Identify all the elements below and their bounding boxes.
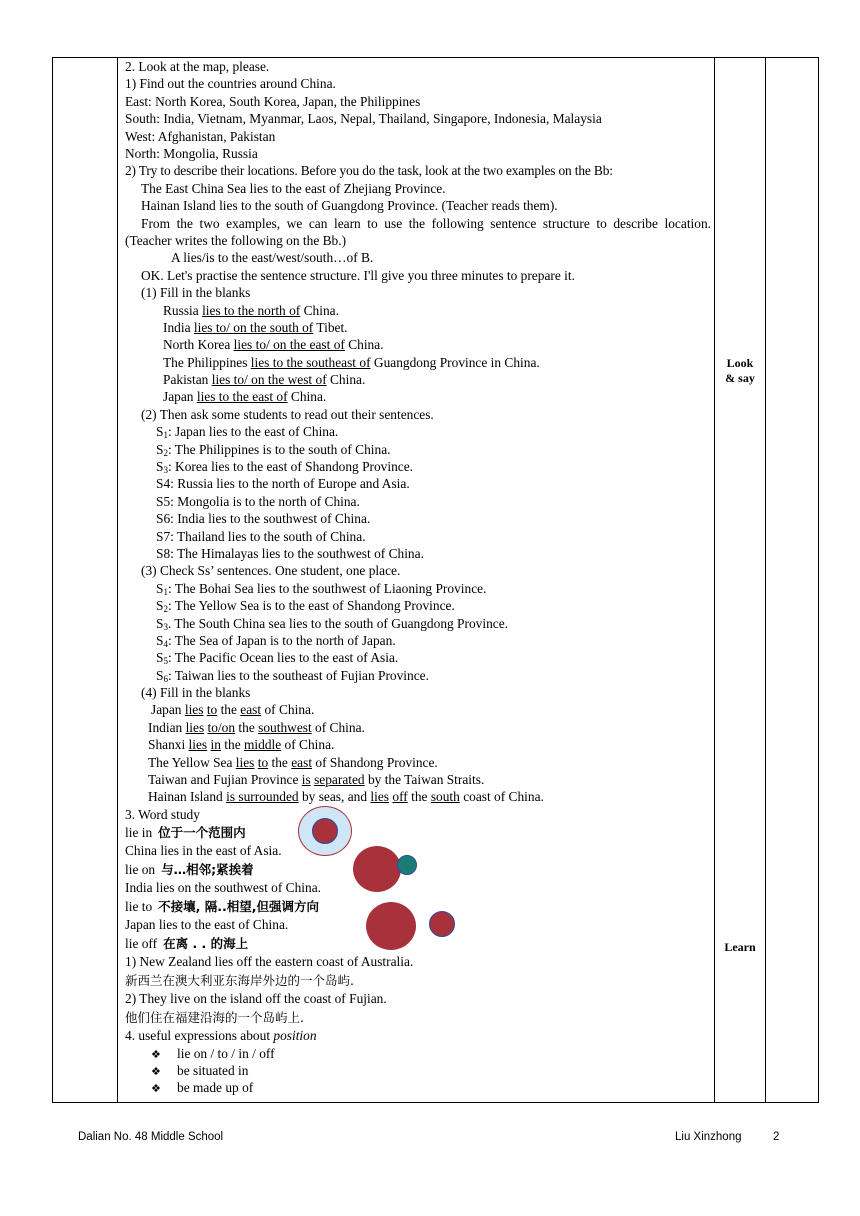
learn-label: Learn: [724, 940, 756, 954]
underlined-answer: lies: [235, 754, 255, 770]
underlined-answer: separated: [314, 772, 365, 788]
underlined-answer: lies: [370, 789, 390, 805]
underlined-answer: to: [257, 754, 269, 770]
example-sentence: Japan lies to the east of China.: [125, 917, 289, 933]
student-sentence: $S_2$: The Yellow Sea is to the east of Shandong Province.: [156, 598, 455, 615]
underlined-answer: to: [206, 702, 218, 718]
fill-sentence: Japan lies to the east of China.: [151, 702, 315, 718]
fill-sentence: North Korea lies to/ on the east of China.: [163, 337, 384, 353]
fill-sentence: Hainan Island is surrounded by seas, and lies off the south coast of China.: [148, 789, 544, 805]
translation: 他们住在福建沿海的一个岛屿上.: [125, 1010, 304, 1026]
diamond-bullet-icon: ❖: [151, 1047, 161, 1061]
footer-page-number: 2: [773, 1131, 780, 1143]
underlined-answer: lies to/ on the east of: [233, 337, 345, 353]
student-sentence: $S_4$: The Sea of Japan is to the north of Japan.: [156, 632, 396, 649]
student-sentence: $S_5$: The Pacific Ocean lies to the east of Asia.: [156, 650, 399, 667]
text-paragraph: From the two examples, we can learn to use the following sentence structure to describe location. (Teacher writes the following on the Bb.): [125, 215, 711, 248]
underlined-answer: off: [392, 789, 408, 805]
example-sentence: 2) They live on the island off the coast of Fujian.: [125, 991, 387, 1007]
word-entry: lie in 位于一个范围内: [125, 825, 246, 841]
underlined-answer: lies: [185, 719, 205, 735]
circle-shape-red: [353, 846, 401, 892]
word-entry: lie to 不接壤, 隔..相望,但强调方向: [125, 899, 320, 915]
text-line: West: Afghanistan, Pakistan: [125, 128, 276, 144]
student-sentence: $S_3$: Korea lies to the east of Shandong Province.: [156, 459, 414, 476]
student-sentence: $S_2$: The Philippines is to the south of China.: [156, 441, 391, 458]
underlined-answer: east: [240, 702, 262, 718]
underlined-answer: in: [210, 737, 221, 753]
student-sentence: S4: Russia lies to the north of Europe and Asia.: [156, 476, 410, 492]
underlined-answer: lies to the southeast of: [250, 354, 371, 370]
underlined-answer: is surrounded: [226, 789, 299, 805]
underlined-answer: lies to/ on the west of: [211, 372, 327, 388]
fill-sentence: Japan lies to the east of China.: [163, 389, 327, 405]
student-sentence: $S_1$: Japan lies to the east of China.: [156, 424, 339, 441]
word-entry: lie on 与…相邻;紧挨着: [125, 862, 254, 878]
fill-sentence: Russia lies to the north of China.: [163, 302, 339, 318]
student-sentence: S5: Mongolia is to the north of China.: [156, 493, 360, 509]
student-sentence: $S_3$. The South China sea lies to the south of Guangdong Province.: [156, 615, 509, 632]
text-line: (2) Then ask some students to read out their sentences.: [141, 406, 434, 422]
student-sentence: S6: India lies to the southwest of China.: [156, 511, 371, 527]
fill-sentence: Indian lies to/on the southwest of China.: [148, 719, 365, 735]
text-line: North: Mongolia, Russia: [125, 145, 258, 161]
underlined-answer: lies to the east of: [196, 389, 288, 405]
lesson-table: [52, 57, 819, 1103]
circle-shape-red: [312, 818, 338, 844]
column-divider-3: [765, 58, 766, 1102]
fill-sentence: Taiwan and Fujian Province is separated by the Taiwan Straits.: [148, 772, 485, 788]
fill-sentence: India lies to/ on the south of Tibet.: [163, 319, 348, 335]
look-and-say-label: Look & say: [725, 356, 755, 385]
lesson-content: [125, 58, 711, 1097]
underlined-answer: lies: [188, 737, 208, 753]
fill-sentence: The Philippines lies to the southeast of Guangdong Province in China.: [163, 354, 540, 370]
bullet-item: ❖ be situated in: [125, 1062, 711, 1079]
bullet-item: ❖ lie on / to / in / off: [125, 1045, 711, 1062]
underlined-answer: lies: [184, 702, 204, 718]
student-sentence: $S_1$: The Bohai Sea lies to the southwest of Liaoning Province.: [156, 580, 487, 597]
circle-shape-red: [366, 902, 416, 950]
text-line: 2. Look at the map, please.: [125, 59, 270, 74]
text-line: Hainan Island lies to the south of Guangdong Province. (Teacher reads them).: [141, 198, 558, 214]
footer-school: Dalian No. 48 Middle School: [78, 1131, 224, 1143]
text-line: (4) Fill in the blanks: [141, 685, 251, 701]
underlined-answer: lies to the north of: [202, 302, 301, 318]
translation: 新西兰在澳大利亚东海岸外边的一个岛屿.: [125, 973, 354, 989]
column-divider-1: [117, 58, 118, 1102]
text-line: East: North Korea, South Korea, Japan, the Philippines: [125, 93, 421, 109]
text-line: 2) Try to describe their locations. Before you do the task, look at the two examples on the Bb:: [125, 163, 613, 179]
underlined-answer: southwest: [258, 719, 312, 735]
circle-shape-teal: [397, 855, 417, 875]
fill-sentence: The Yellow Sea lies to the east of Shandong Province.: [148, 754, 438, 770]
underlined-answer: to/on: [207, 719, 236, 735]
diamond-bullet-icon: ❖: [151, 1082, 161, 1096]
circle-shape-red: [429, 911, 455, 937]
fill-sentence: Pakistan lies to/ on the west of China.: [163, 372, 366, 388]
bullet-item: ❖ be made up of: [125, 1079, 711, 1096]
underlined-answer: lies to/ on the south of: [193, 319, 314, 335]
text-line: (3) Check Ss’ sentences. One student, one place.: [141, 563, 401, 579]
text-line: The East China Sea lies to the east of Zhejiang Province.: [141, 180, 446, 196]
text-line: 4. useful expressions about position: [125, 1028, 317, 1044]
underlined-answer: east: [291, 754, 313, 770]
underlined-answer: middle: [244, 737, 282, 753]
text-line: 1) Find out the countries around China.: [125, 76, 336, 92]
diamond-bullet-icon: ❖: [151, 1065, 161, 1078]
text-line: 3. Word study: [125, 806, 200, 822]
student-sentence: $S_6$: Taiwan lies to the southeast of Fujian Province.: [156, 667, 429, 684]
underlined-answer: south: [430, 789, 460, 805]
example-sentence: China lies in the east of Asia.: [125, 843, 282, 859]
footer-author: Liu Xinzhong: [675, 1131, 742, 1143]
example-sentence: 1) New Zealand lies off the eastern coast of Australia.: [125, 954, 414, 970]
text-line: A lies/is to the east/west/south…of B.: [171, 250, 374, 266]
text-line: (1) Fill in the blanks: [141, 285, 251, 301]
underlined-answer: is: [301, 772, 311, 788]
fill-sentence: Shanxi lies in the middle of China.: [148, 737, 335, 753]
word-entry: lie off 在离 . . 的海上: [125, 936, 249, 952]
text-line: OK. Let's practise the sentence structure. I'll give you three minutes to prepare it.: [141, 267, 575, 283]
student-sentence: S7: Thailand lies to the south of China.: [156, 528, 366, 544]
example-sentence: India lies on the southwest of China.: [125, 880, 321, 896]
student-sentence: S8: The Himalayas lies to the southwest of China.: [156, 545, 424, 561]
text-line: South: India, Vietnam, Myanmar, Laos, Nepal, Thailand, Singapore, Indonesia, Malaysia: [125, 111, 602, 127]
